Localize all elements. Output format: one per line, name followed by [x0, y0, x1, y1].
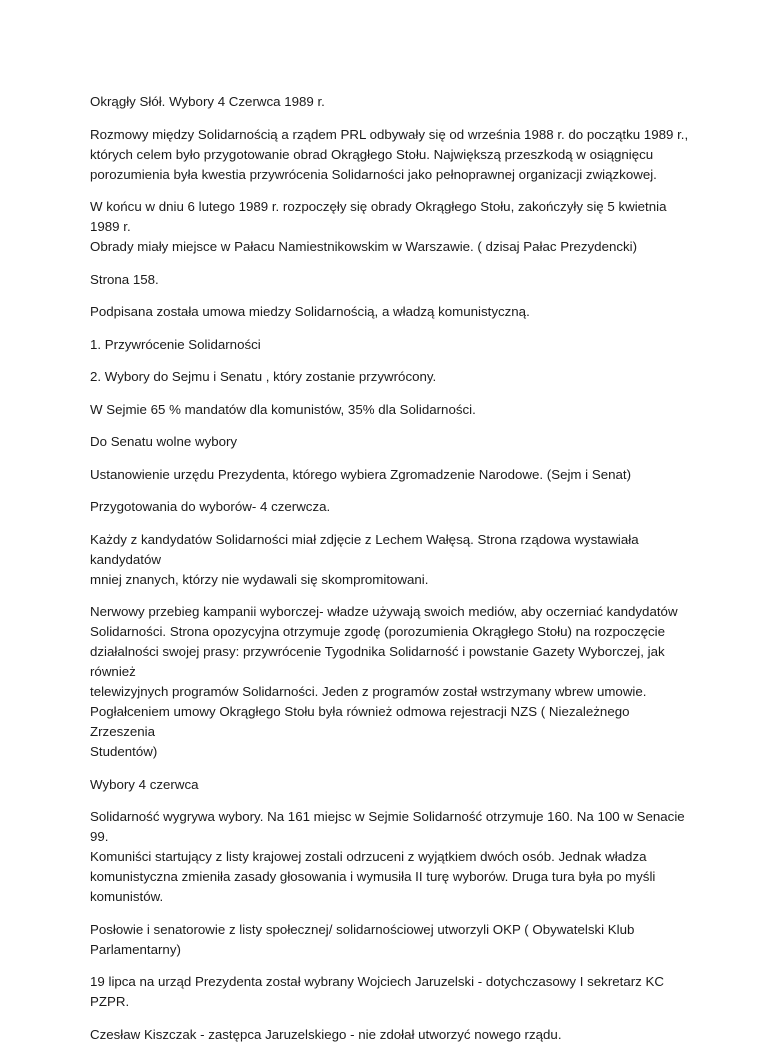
section-heading-elections: Wybory 4 czerwca: [90, 776, 199, 792]
paragraph-jaruzelski: 19 lipca na urząd Prezydenta został wybrany Wojciech Jaruzelski - dotychczasowy I sekretarz KC PZPR.: [90, 974, 664, 1009]
list-item-2: 2. Wybory do Sejmu i Senatu , który zostanie przywrócony.: [90, 369, 437, 384]
paragraph-candidates: Każdy z kandydatów Solidarności miał zdjęcie z Lechem Wałęsą. Strona rządowa wystawiała kandydatów mniej znanych, którzy nie wydawali się skompromitowani.: [90, 531, 639, 587]
paragraph-talks: Rozmowy między Solidarnością a rządem PRL odbywały się od września 1988 r. do początku 1989 r., których celem było przygotowanie obrad Okrągłego Stołu. Największą przeszkodą w osiągnięcu porozumienia była kwestia przywrócenia Solidarności jako pełnoprawnej organizacji związkowej.: [90, 126, 689, 182]
paragraph-round-table-dates: W końcu w dniu 6 lutego 1989 r. rozpoczęły się obrady Okrągłego Stołu, zakończyły się 5 kwietnia 1989 r. Obrady miały miejsce w Pałacu Namiestnikowskim w Warszawie. ( dzisaj Pałac Prezydencki): [90, 199, 667, 254]
list-item-1: 1. Przywrócenie Solidarności: [90, 336, 261, 352]
paragraph-sejm-mandates: W Sejmie 65 % mandatów dla komunistów, 35% dla Solidarności.: [90, 401, 476, 417]
paragraph-results: Solidarność wygrywa wybory. Na 161 miejsc w Sejmie Solidarność otrzymuje 160. Na 100 w Senacie 99. Komuniści startujący z listy krajowej zostali odrzuceni z wyjątkiem dwóch osób. Jednak władza komunistyczna zmieniła zasady głosowania i wymusiła II turę wyborów. Druga tura była po myśli komunistów.: [90, 809, 685, 904]
paragraph-okp: Posłowie i senatorowie z listy społecznej/ solidarnościowej utworzyli OKP ( Obywatelski Klub Parlamentarny): [90, 921, 635, 957]
section-heading-preparations: Przygotowania do wyborów- 4 czerwcza.: [90, 499, 331, 514]
paragraph-agreement: Podpisana została umowa miedzy Solidarnością, a władzą komunistyczną.: [90, 304, 530, 319]
page-reference: Strona 158.: [90, 271, 159, 287]
document-title: Okrągły Słół. Wybory 4 Czerwca 1989 r.: [90, 94, 325, 109]
paragraph-senate: Do Senatu wolne wybory: [90, 434, 238, 449]
paragraph-campaign: Nerwowy przebieg kampanii wyborczej- władze używają swoich mediów, aby oczerniać kandydatów Solidarności. Strona opozycyjna otrzymuje zgodę (porozumienia Okrągłego Stołu) na rozpoczęcie działalności swojej prasy: przywrócenie Tygodnika Solidarność i powstanie Gazety Wyborczej, jak również telewizyjnych programów Solidarności. Jeden z programów został wstrzymany wbrew umowie. Pogłałceniem umowy Okrągłego Stołu była również odmowa rejestracji NZS ( Niezależnego Zrzeszenia Studentów): [90, 604, 678, 759]
paragraph-kiszczak: Czesław Kiszczak - zastępca Jaruzelskiego - nie zdołał utworzyć nowego rządu.: [90, 1026, 562, 1042]
document-body: [90, 92, 690, 1057]
paragraph-president-office: Ustanowienie urzędu Prezydenta, którego wybiera Zgromadzenie Narodowe. (Sejm i Senat): [90, 466, 632, 482]
